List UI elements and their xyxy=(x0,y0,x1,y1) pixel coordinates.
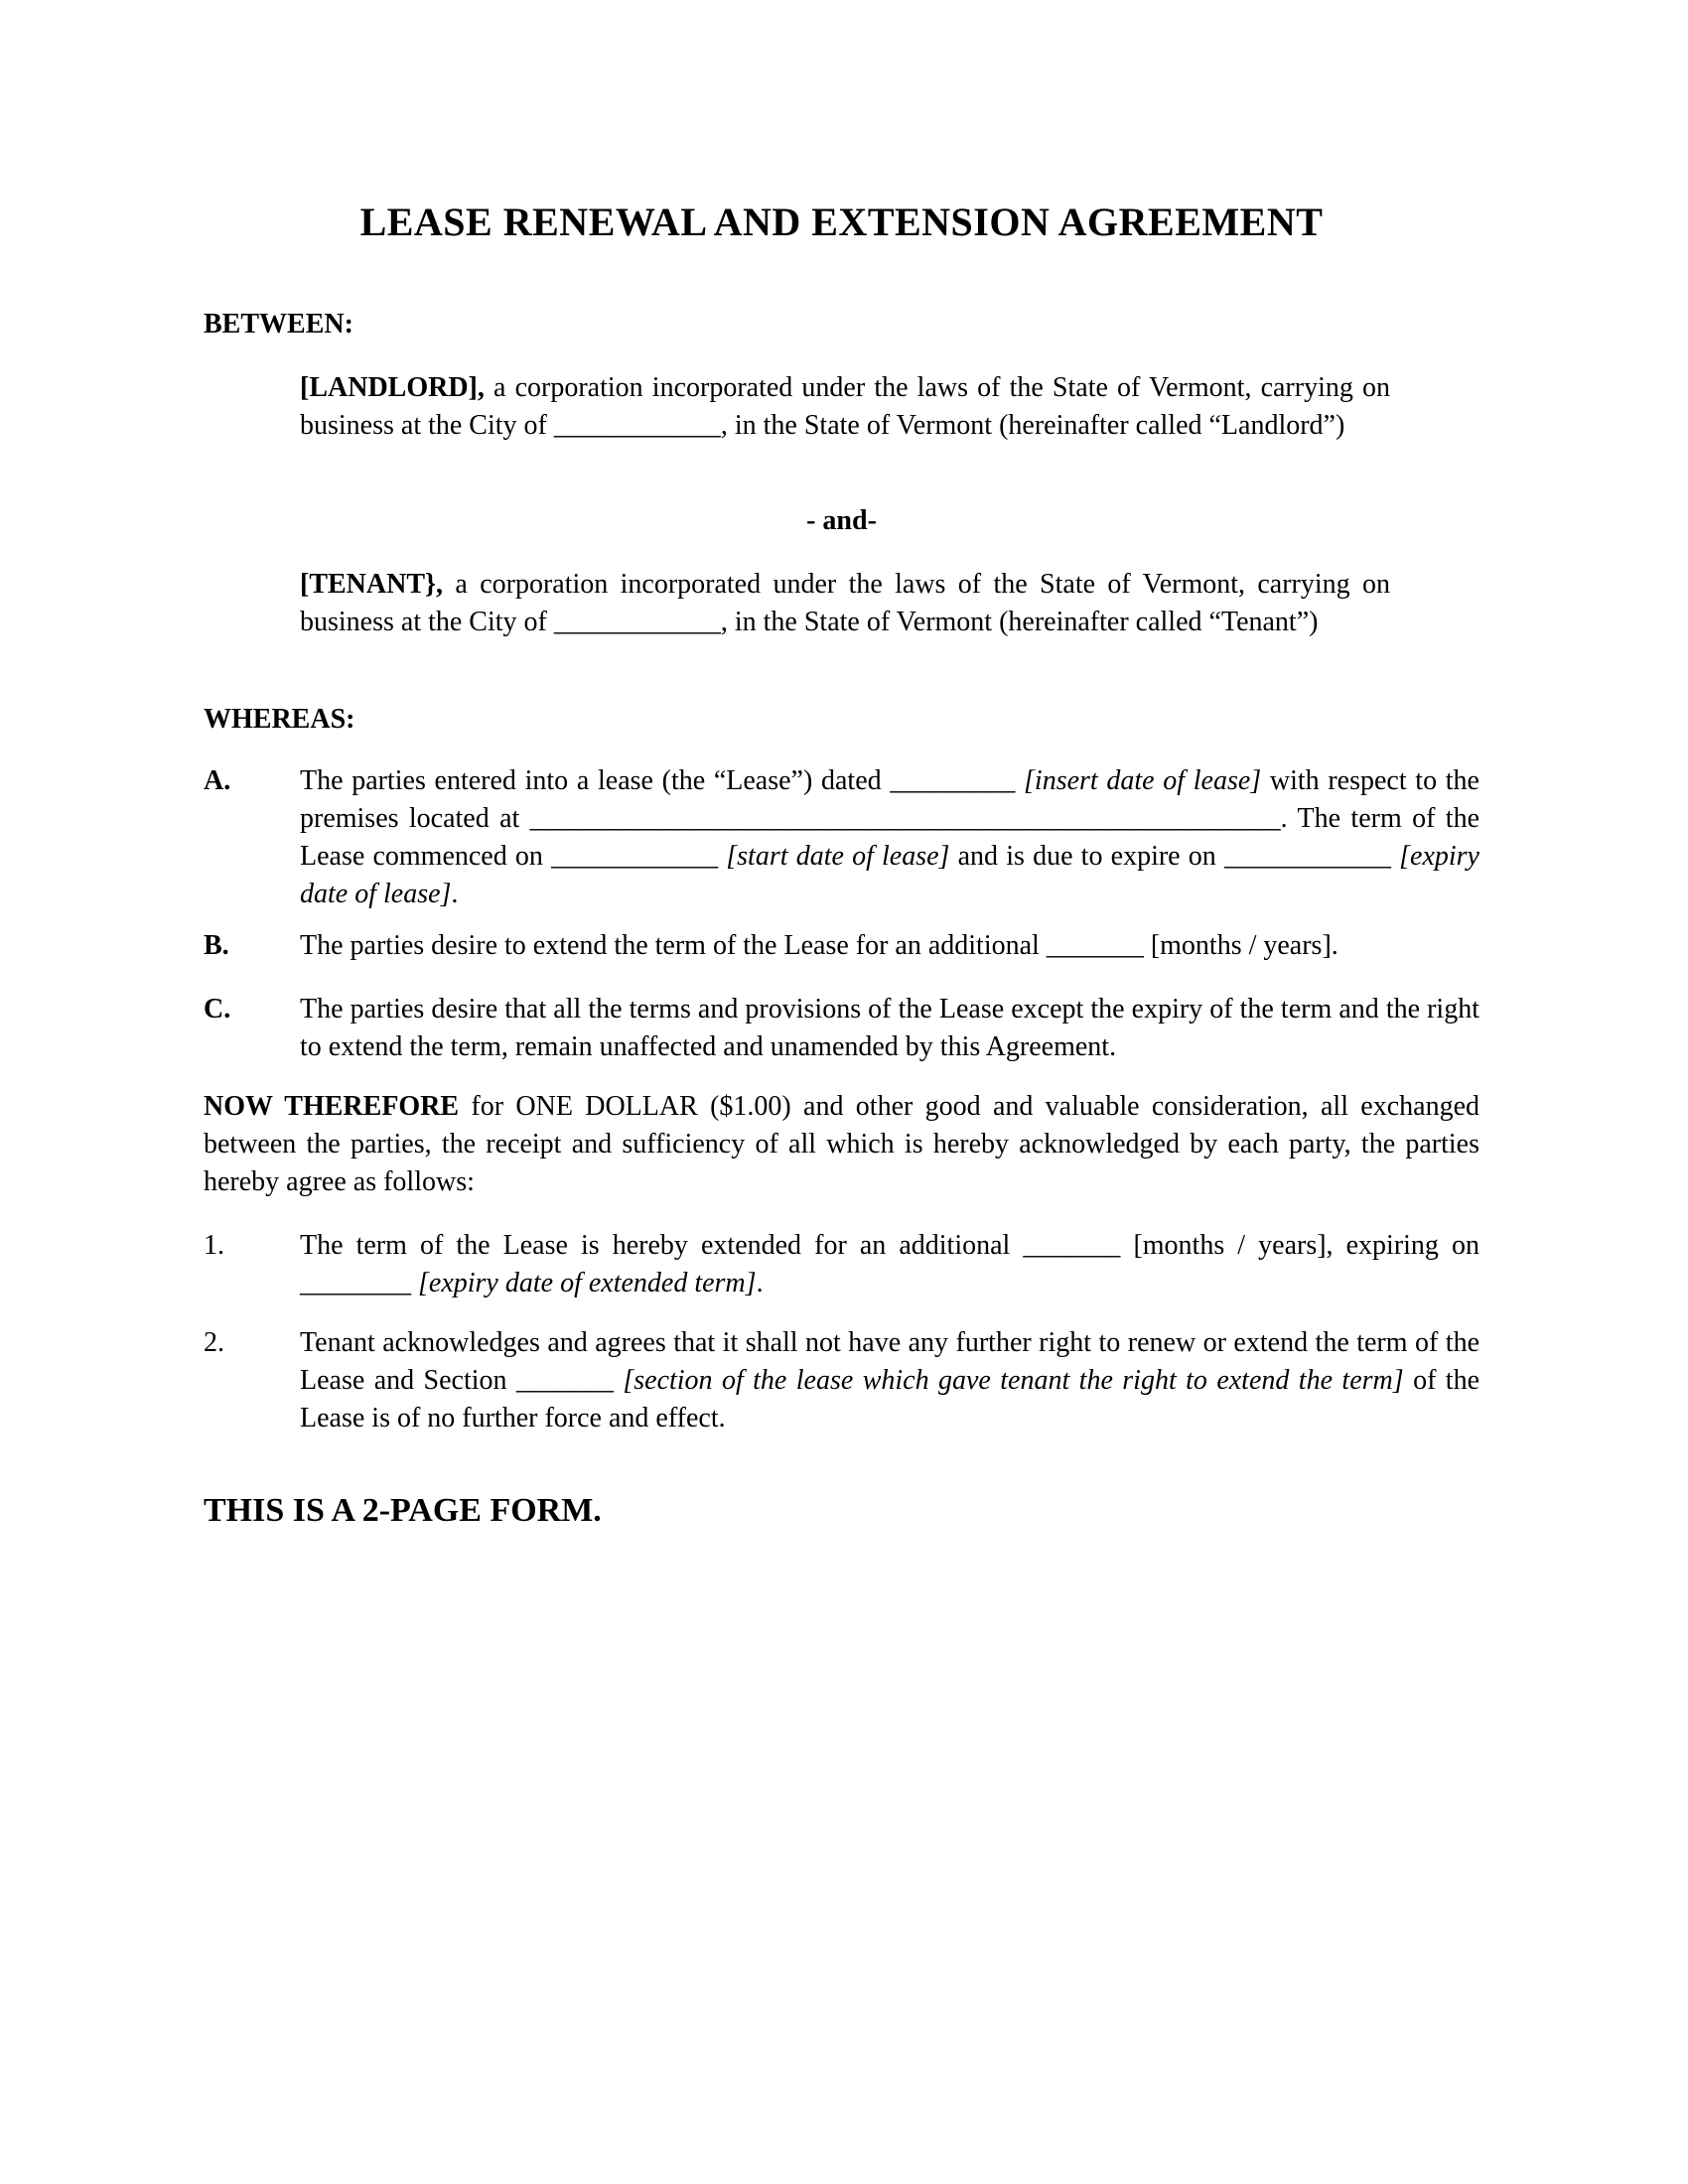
text-segment: and is due to expire on ____________ xyxy=(949,841,1400,872)
whereas-label: WHEREAS: xyxy=(204,704,355,735)
text-segment: The parties desire to extend the term of the Lease for an additional _______ [months / years]. xyxy=(300,930,1338,961)
recital-body xyxy=(300,991,1479,1066)
text-segment: The term of the Lease is hereby extended for an additional _______ [months / years], expiring on ________ xyxy=(300,1230,1479,1298)
text-segment: The parties entered into a lease (the “Lease”) dated _________ xyxy=(300,765,1025,796)
text-segment: . xyxy=(451,879,459,909)
text-segment: . xyxy=(756,1268,764,1298)
text-segment: The parties desire that all the terms and provisions of the Lease except the expiry of the term and the right to extend the term, remain unaffected and unamended by this Agreement. xyxy=(300,994,1479,1062)
text-segment: for ONE DOLLAR ($1.00) and other good and valuable consideration, all exchanged between the parties, the receipt and sufficiency of all which is hereby acknowledged by each party, the parties hereby agree as follows: xyxy=(204,1091,1479,1197)
between-label: BETWEEN: xyxy=(204,309,353,340)
now-therefore-paragraph xyxy=(204,1088,1479,1201)
and-separator: - and- xyxy=(806,505,877,536)
text-segment: [expiry date of extended term] xyxy=(418,1268,757,1298)
text-segment: a corporation incorporated under the laws of the State of Vermont, carrying on business at the City of ____________, in the State of Vermont (hereinafter called “Landlord”) xyxy=(300,372,1390,441)
clause-label: 1. xyxy=(204,1230,224,1261)
landlord-paragraph xyxy=(300,369,1390,445)
clause-label: 2. xyxy=(204,1327,224,1358)
text-segment: [insert date of lease] xyxy=(1024,765,1262,796)
text-segment: [expiry date of lease] xyxy=(300,841,1479,909)
document-title: LEASE RENEWAL AND EXTENSION AGREEMENT xyxy=(359,200,1324,244)
form-note: THIS IS A 2-PAGE FORM. xyxy=(204,1492,602,1529)
text-segment: of the Lease is of no further force and effect. xyxy=(300,1365,1480,1433)
text-segment: [TENANT}, xyxy=(300,569,444,600)
recital-item-c xyxy=(204,991,1479,1066)
recital-label: B. xyxy=(204,930,229,961)
recital-item-a xyxy=(204,762,1479,913)
recital-label: C. xyxy=(204,994,231,1024)
recital-label: A. xyxy=(204,765,231,796)
recital-body xyxy=(300,927,1479,965)
text-segment: NOW THEREFORE xyxy=(204,1091,460,1122)
text-segment: [LANDLORD], xyxy=(300,372,485,403)
text-segment: Tenant acknowledges and agrees that it shall not have any further right to renew or extend the term of the Lease and Section _______ xyxy=(300,1327,1479,1396)
recital-item-b xyxy=(204,927,1479,965)
text-segment: a corporation incorporated under the laws of the State of Vermont, carrying on business at the City of ____________, in the State of Vermont (hereinafter called “Tenant”) xyxy=(300,569,1390,637)
clause-body xyxy=(300,1227,1479,1302)
recital-body xyxy=(300,762,1479,913)
text-segment: with respect to the premises located at ______________________________________________________. The term of the Lease commenced on ____________ xyxy=(300,765,1479,872)
text-segment: [section of the lease which gave tenant the right to extend the term] xyxy=(623,1365,1404,1396)
clause-item-1 xyxy=(204,1227,1479,1302)
clause-item-2 xyxy=(204,1324,1479,1437)
clause-body xyxy=(300,1324,1479,1437)
tenant-paragraph xyxy=(300,566,1390,641)
text-segment: [start date of lease] xyxy=(726,841,950,872)
